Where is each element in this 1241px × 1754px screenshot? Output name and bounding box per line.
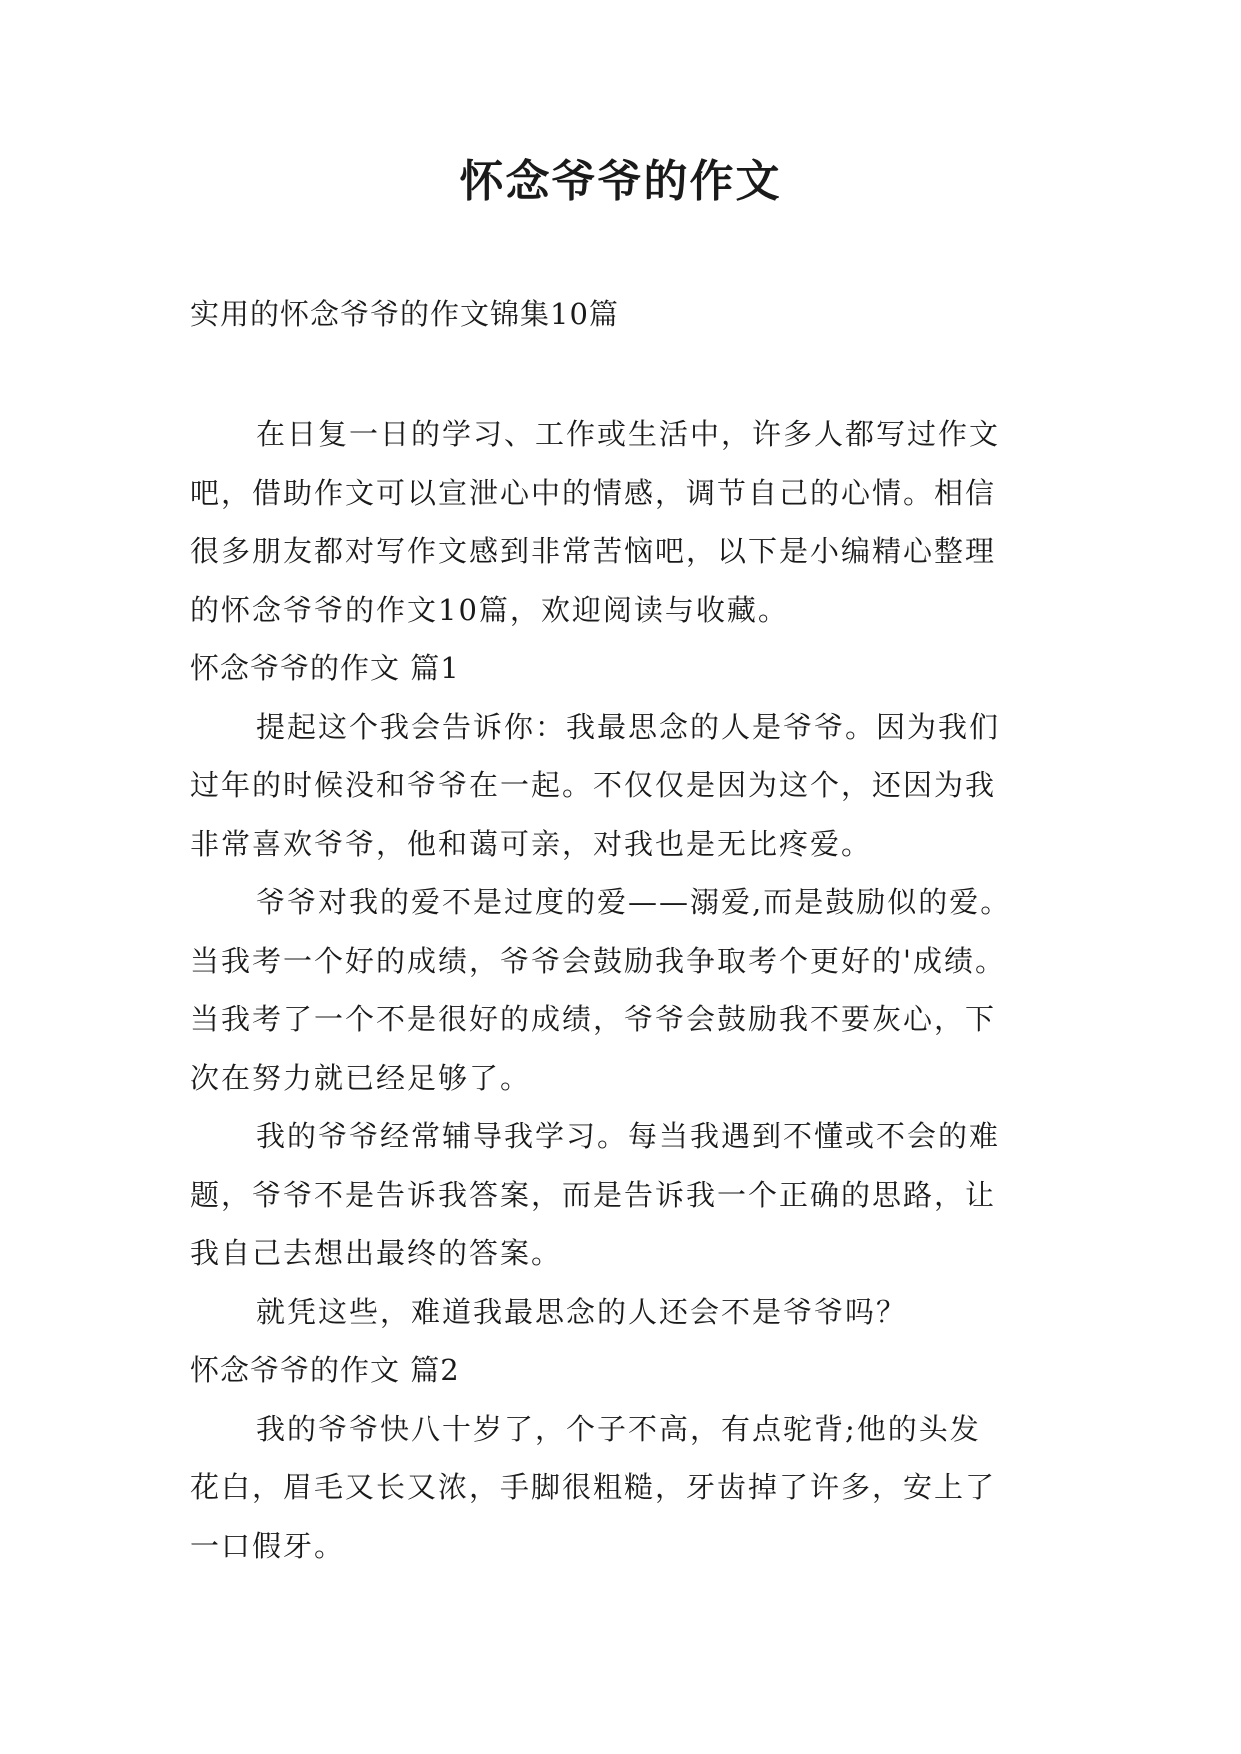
- text-line: 就凭这些，难道我最思念的人还会不是爷爷吗？: [256, 1294, 908, 1329]
- document-body: [190, 405, 1060, 1575]
- text-line: 提起这个我会告诉你：我最思念的人是爷爷。因为我们: [256, 709, 1001, 744]
- section-heading-1: 怀念爷爷的作文 篇1: [190, 651, 460, 685]
- document-title: 怀念爷爷的作文: [459, 156, 782, 207]
- text-line: 过年的时候没和爷爷在一起。不仅仅是因为这个，还因为我: [190, 768, 997, 802]
- text-line: 一口假牙。: [190, 1528, 346, 1563]
- document-subtitle: 实用的怀念爷爷的作文锦集10篇: [190, 297, 619, 331]
- text-line: 花白，眉毛又长又浓，手脚很粗糙，牙齿掉了许多，安上了: [190, 1470, 997, 1504]
- section1-paragraph-3: [190, 1107, 1060, 1283]
- text-line: 我的爷爷经常辅导我学习。每当我遇到不懂或不会的难: [256, 1119, 1001, 1153]
- section2-paragraph-1: [190, 1400, 1060, 1576]
- text-line: 吧，借助作文可以宣泄心中的情感，调节自己的心情。相信: [190, 475, 997, 510]
- section1-paragraph-4: [190, 1283, 1060, 1342]
- text-line: 在日复一日的学习、工作或生活中，许多人都写过作文: [256, 417, 1001, 451]
- text-line: 很多朋友都对写作文感到非常苦恼吧，以下是小编精心整理: [190, 534, 997, 568]
- text-line: 当我考了一个不是很好的成绩，爷爷会鼓励我不要灰心，下: [190, 1002, 997, 1036]
- text-line: 的怀念爷爷的作文10篇，欢迎阅读与收藏。: [190, 592, 789, 627]
- text-line: 次在努力就已经足够了。: [190, 1060, 532, 1095]
- text-line: 题，爷爷不是告诉我答案，而是告诉我一个正确的思路，让: [190, 1177, 997, 1212]
- text-line: 当我考一个好的成绩，爷爷会鼓励我争取考个更好的'成绩。: [190, 943, 1006, 978]
- text-line: 爷爷对我的爱不是过度的爱——溺爱,而是鼓励似的爱。: [256, 885, 1012, 919]
- text-line: 非常喜欢爷爷，他和蔼可亲，对我也是无比疼爱。: [190, 826, 873, 861]
- section1-paragraph-2: [190, 873, 1060, 1107]
- text-line: 我的爷爷快八十岁了，个子不高，有点驼背;他的头发: [256, 1411, 981, 1446]
- section-heading-2: 怀念爷爷的作文 篇2: [190, 1353, 460, 1387]
- intro-paragraph: [190, 405, 1060, 639]
- text-line: 我自己去想出最终的答案。: [190, 1236, 563, 1270]
- section1-paragraph-1: [190, 698, 1060, 874]
